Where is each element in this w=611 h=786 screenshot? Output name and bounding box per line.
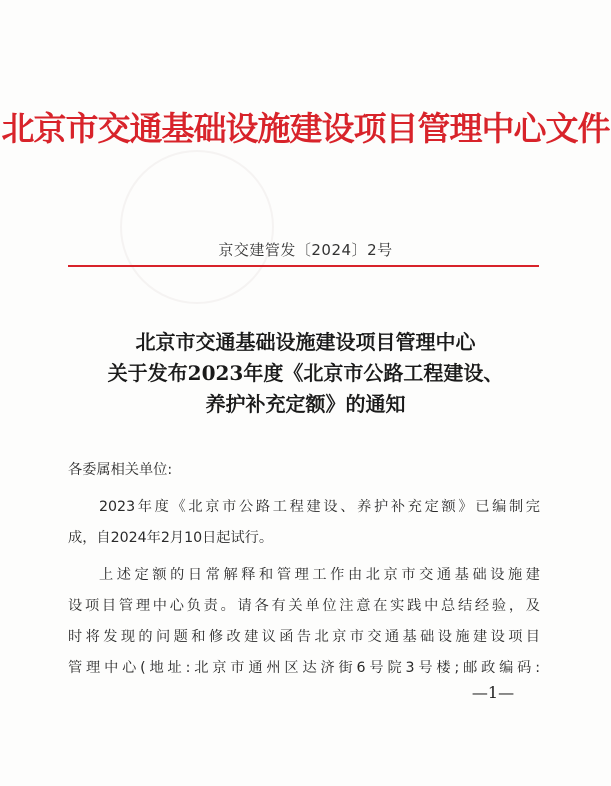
red-masthead: 北京市交通基础设施建设项目管理中心文件 [1,109,610,148]
title-line-3: 养护补充定额》的通知 [205,392,406,416]
title-line-2: 关于发布2023年度《北京市公路工程建设、 [107,361,504,385]
document-number: 京交建管发〔2024〕2号 [218,241,393,259]
paragraph-2-line-4: 管理中心(地址:北京市通州区达济街6号院3号楼;邮政编码: [68,660,540,676]
document-title [0,327,611,420]
paragraph-2-line-2: 设项目管理中心负责。请各有关单位注意在实践中总结经验，及 [68,598,540,614]
document-body [68,455,540,684]
title-line-1: 北京市交通基础设施建设项目管理中心 [135,330,476,354]
salutation: 各委属相关单位: [68,462,173,478]
page-number: —1— [471,683,515,702]
paragraph-2-line-1: 上述定额的日常解释和管理工作由北京市交通基础设施建 [99,567,540,583]
paragraph-1-line-2: 成，自2024年2月10日起试行。 [68,530,274,546]
paragraph-2-line-3: 时将发现的问题和修改建议函告北京市交通基础设施建设项目 [68,629,540,645]
paragraph-1-line-1: 2023年度《北京市公路工程建设、养护补充定额》已编制完 [99,499,540,515]
faint-seal-impression [120,150,274,304]
red-divider-line [68,265,539,267]
